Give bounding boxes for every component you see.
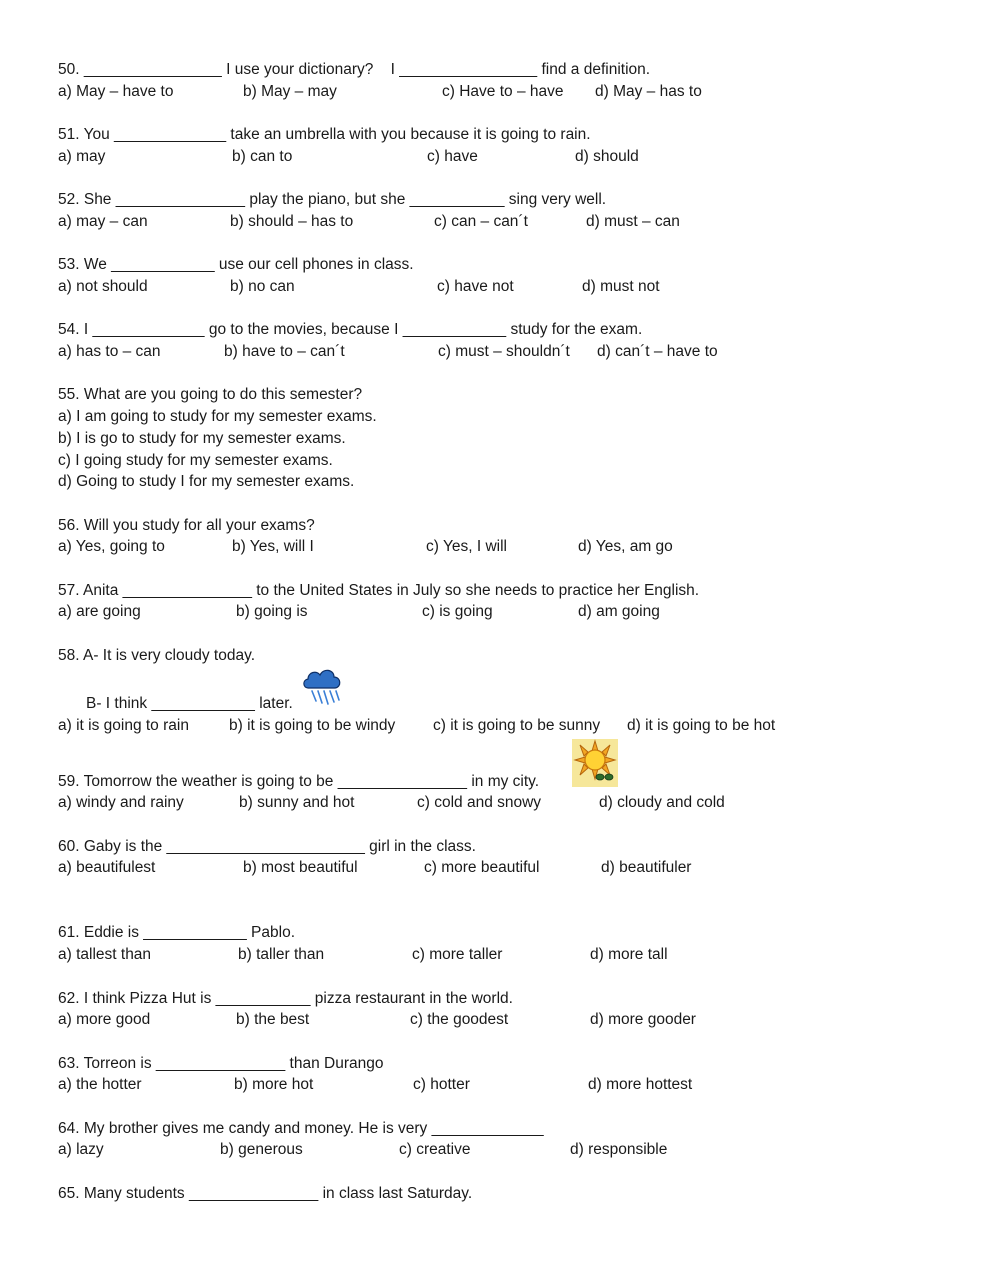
question-58-reply: B- I think ____________ later. (86, 695, 293, 712)
option-c: c) Have to – have (442, 83, 564, 100)
option-c: c) the goodest (410, 1011, 509, 1028)
question-65-stem: 65. Many students _______________ in class last Saturday. (58, 1185, 473, 1202)
option-a: a) I am going to study for my semester exams. (58, 408, 377, 425)
option-d: d) more gooder (590, 1011, 696, 1028)
option-b: b) more hot (234, 1076, 314, 1093)
option-b: b) sunny and hot (239, 794, 355, 811)
question-50-stem: 50. ________________ I use your dictionary? I ________________ find a definition. (58, 61, 651, 78)
option-c: c) have (427, 148, 478, 165)
option-b: b) taller than (238, 946, 325, 963)
option-c: c) must – shouldn´t (438, 343, 570, 360)
option-b: b) no can (230, 278, 295, 295)
option-d: d) May – has to (595, 83, 702, 100)
rain-cloud-icon (300, 664, 346, 710)
option-d: d) must not (582, 278, 660, 295)
option-a: a) beautifulest (58, 859, 156, 876)
option-c: c) more taller (412, 946, 503, 963)
sun-icon (572, 739, 618, 787)
option-b: b) should – has to (230, 213, 354, 230)
option-a: a) it is going to rain (58, 717, 189, 734)
option-a: a) windy and rainy (58, 794, 184, 811)
question-55-stem: 55. What are you going to do this semester? (58, 386, 363, 403)
question-60-stem: 60. Gaby is the _______________________ girl in the class. (58, 838, 476, 855)
option-b: b) generous (220, 1141, 303, 1158)
option-c: c) hotter (413, 1076, 470, 1093)
option-c: c) cold and snowy (417, 794, 542, 811)
question-51-stem: 51. You _____________ take an umbrella with you because it is going to rain. (58, 126, 591, 143)
option-a: a) Yes, going to (58, 538, 165, 555)
option-d: d) more tall (590, 946, 668, 963)
option-b: b) going is (236, 603, 308, 620)
option-a: a) May – have to (58, 83, 174, 100)
option-c: c) more beautiful (424, 859, 540, 876)
option-b: b) it is going to be windy (229, 717, 396, 734)
question-58-stem: 58. A- It is very cloudy today. (58, 647, 255, 664)
option-c: c) is going (422, 603, 493, 620)
option-d: d) can´t – have to (597, 343, 718, 360)
question-59-stem: 59. Tomorrow the weather is going to be _______________ in my city. (58, 773, 540, 790)
option-d: d) must – can (586, 213, 680, 230)
option-d: d) should (575, 148, 639, 165)
question-56-stem: 56. Will you study for all your exams? (58, 517, 315, 534)
option-b: b) most beautiful (243, 859, 358, 876)
question-64-stem: 64. My brother gives me candy and money. He is very _____________ (58, 1120, 544, 1137)
option-a: a) may – can (58, 213, 148, 230)
question-61-stem: 61. Eddie is ____________ Pablo. (58, 924, 296, 941)
option-c: c) have not (437, 278, 514, 295)
option-a: a) are going (58, 603, 141, 620)
option-a: a) may (58, 148, 106, 165)
option-a: a) tallest than (58, 946, 152, 963)
option-c: c) I going study for my semester exams. (58, 452, 333, 469)
option-d: d) am going (578, 603, 660, 620)
option-b: b) the best (236, 1011, 310, 1028)
option-a: a) lazy (58, 1141, 104, 1158)
option-a: a) has to – can (58, 343, 161, 360)
option-c: c) Yes, I will (426, 538, 507, 555)
option-c: c) creative (399, 1141, 471, 1158)
question-53-stem: 53. We ____________ use our cell phones in class. (58, 256, 414, 273)
option-a: a) more good (58, 1011, 151, 1028)
option-d: d) responsible (570, 1141, 668, 1158)
option-c: c) can – can´t (434, 213, 528, 230)
option-b: b) can to (232, 148, 293, 165)
option-b: b) May – may (243, 83, 337, 100)
option-d: d) cloudy and cold (599, 794, 725, 811)
option-d: d) it is going to be hot (627, 717, 776, 734)
question-57-stem: 57. Anita _______________ to the United States in July so she needs to practice her English. (58, 582, 700, 599)
option-d: d) Yes, am go (578, 538, 673, 555)
option-c: c) it is going to be sunny (433, 717, 601, 734)
question-54-stem: 54. I _____________ go to the movies, because I ____________ study for the exam. (58, 321, 643, 338)
question-52-stem: 52. She _______________ play the piano, but she ___________ sing very well. (58, 191, 607, 208)
option-d: d) more hottest (588, 1076, 693, 1093)
option-d: d) Going to study I for my semester exams. (58, 473, 355, 490)
option-b: b) I is go to study for my semester exams. (58, 430, 346, 447)
option-d: d) beautifuler (601, 859, 692, 876)
option-a: a) not should (58, 278, 148, 295)
question-63-stem: 63. Torreon is _______________ than Durango (58, 1055, 384, 1072)
option-b: b) have to – can´t (224, 343, 345, 360)
option-a: a) the hotter (58, 1076, 142, 1093)
option-b: b) Yes, will I (232, 538, 314, 555)
question-62-stem: 62. I think Pizza Hut is ___________ pizza restaurant in the world. (58, 990, 513, 1007)
